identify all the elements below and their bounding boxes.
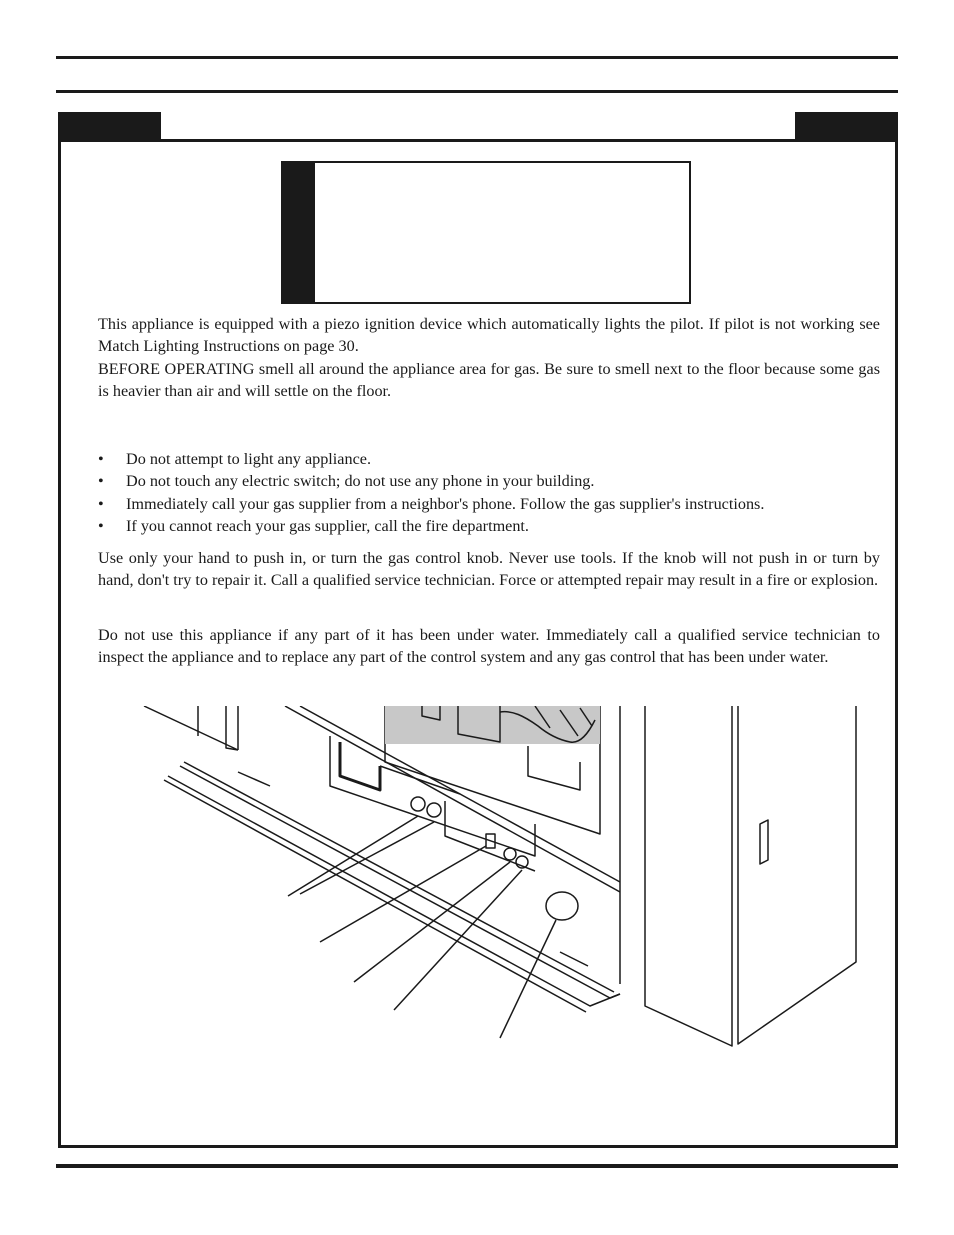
header-rule: [56, 90, 898, 93]
bottom-rule: [56, 1164, 898, 1168]
section-tab-left: [58, 112, 161, 139]
leader-line-2: [300, 822, 434, 894]
list-item: • Do not attempt to light any appliance.: [98, 448, 888, 470]
fire-glass: [385, 706, 600, 744]
piezo-button: [504, 848, 516, 860]
louver-front: [168, 776, 620, 1006]
bullet-glyph: •: [98, 494, 104, 513]
casing-left: [144, 706, 238, 750]
intro-paragraph: This appliance is equipped with a piezo ignition device which automatically lights the pilot. If pilot is not working see Match Lighting Instructions on page 30.: [98, 315, 880, 356]
bullet-glyph: •: [98, 450, 104, 468]
top-rule: [56, 56, 898, 59]
knob-paragraph: Use only your hand to push in, or turn the gas control knob. Never use tools. If the knob will not push in or turn by hand, don't try to repair it. Call a qualified service technician. Force or attempted repair may result in a fire or explosion.: [98, 549, 880, 590]
pilot-knob-1: [411, 797, 425, 811]
warning-box: [281, 161, 691, 304]
bullet-glyph: •: [98, 472, 104, 491]
leader-line-4: [354, 862, 510, 982]
control-panel-recess: [330, 736, 535, 856]
warning-bar: [283, 163, 315, 302]
leader-line-6: [500, 920, 556, 1038]
list-item: • Immediately call your gas supplier from a neighbor's phone. Follow the gas supplier's instructions.: [98, 493, 888, 515]
pilot-knob-2: [427, 803, 441, 817]
water-paragraph: Do not use this appliance if any part of it has been under water. Immediately call a qualified service technician to inspect the appliance and to replace any part of the control system and any gas control that has been under water.: [98, 626, 880, 667]
gas-smell-bullet-list: [98, 448, 888, 538]
list-item: • Do not touch any electric switch; do not use any phone in your building.: [98, 470, 888, 492]
bullet-glyph: •: [98, 517, 104, 536]
section-tab-right: [795, 112, 898, 139]
gas-control-knob: [546, 892, 578, 920]
gas-control-illustration: [140, 706, 880, 1056]
before-operating-paragraph: BEFORE OPERATING smell all around the appliance area for gas. Be sure to smell next to the floor because some gas is heavier than air and will settle on the floor.: [98, 360, 880, 401]
list-item: • If you cannot reach your gas supplier, call the fire department.: [98, 515, 888, 537]
